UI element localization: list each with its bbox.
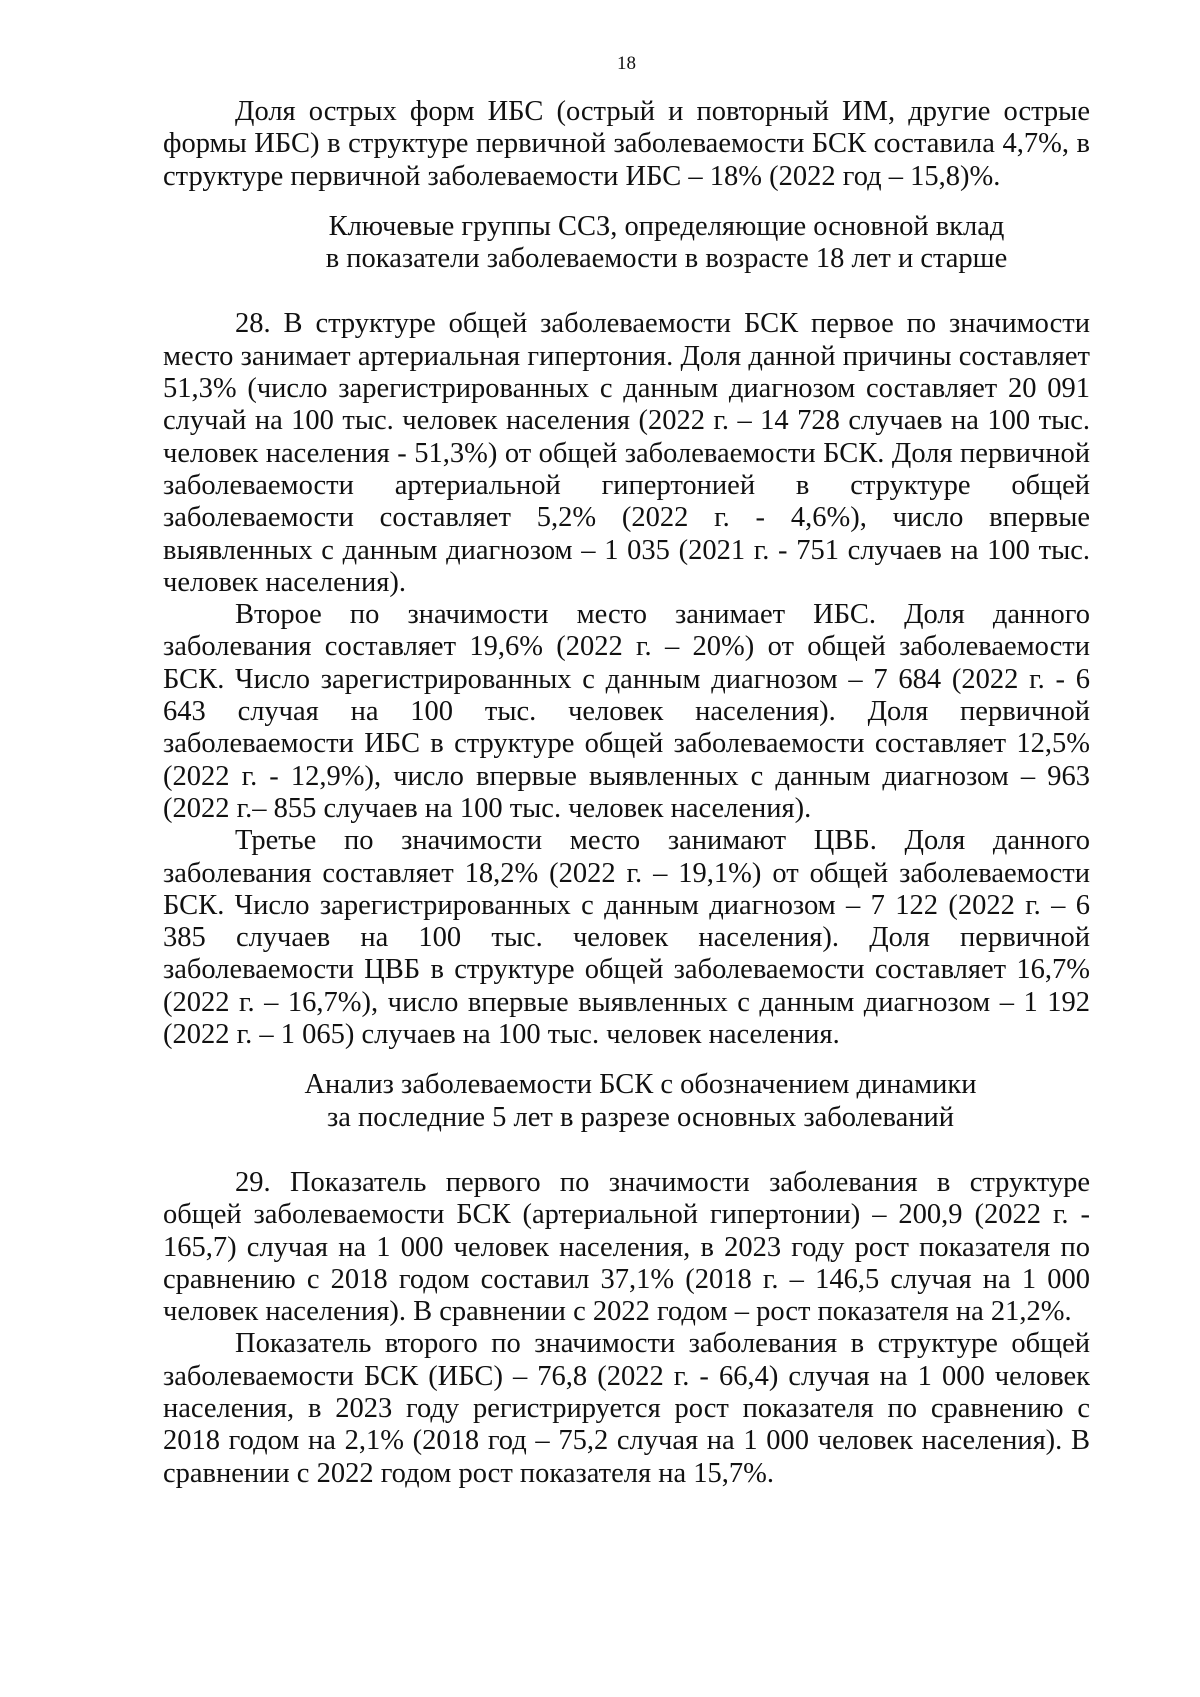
paragraph-intro: Доля острых форм ИБС (острый и повторный ИМ, другие острые формы ИБС) в структуре первичной заболеваемости БСК составила 4,7%, в структуре первичной заболеваемости ИБС – 18% (2022 год – 15,8)%. <box>163 96 1090 192</box>
paragraph-29-second: Показатель второго по значимости заболевания в структуре общей заболеваемости БСК (ИБС) – 76,8 (2022 г. - 66,4) случая на 1 000 человек населения, в 2023 году регистрируется рост показателя по сравнению с 2018 годом на 2,1% (2018 год – 75,2 случая на 1 000 человек населения). В сравнении с 2022 годом рост показателя на 15,7%. <box>163 1328 1090 1489</box>
document-page <box>163 52 1090 1490</box>
heading-line-2: за последние 5 лет в разрезе основных заболеваний <box>327 1101 954 1133</box>
section-heading-analysis <box>191 1069 1090 1134</box>
section-heading-key-groups <box>243 211 1090 276</box>
heading-line-2: в показатели заболеваемости в возрасте 18 лет и старше <box>325 243 1008 275</box>
heading-line-1: Анализ заболеваемости БСК с обозначением динамики <box>304 1069 977 1101</box>
paragraph-28-third: Третье по значимости место занимают ЦВБ. Доля данного заболевания составляет 18,2% (2022 г. – 19,1%) от общей заболеваемости БСК. Число зарегистрированных с данным диагнозом – 7 122 (2022 г. – 6 385 случаев на 100 тыс. человек населения). Доля первичной заболеваемости ЦВБ в структуре общей заболеваемости составляет 16,7% (2022 г. – 16,7%), число впервые выявленных с данным диагнозом – 1 192 (2022 г. – 1 065) случаев на 100 тыс. человек населения. <box>163 825 1090 1051</box>
heading-line-1: Ключевые группы ССЗ, определяющие основной вклад <box>328 210 1005 242</box>
paragraph-28-second: Второе по значимости место занимает ИБС. Доля данного заболевания составляет 19,6% (2022 г. – 20%) от общей заболеваемости БСК. Число зарегистрированных с данным диагнозом – 7 684 (2022 г. - 6 643 случая на 100 тыс. человек населения). Доля первичной заболеваемости ИБС в структуре общей заболеваемости составляет 12,5% (2022 г. - 12,9%), число впервые выявленных с данным диагнозом – 963 (2022 г.– 855 случаев на 100 тыс. человек населения). <box>163 599 1090 824</box>
page-number: 18 <box>617 53 636 74</box>
paragraph-28-first: 28. В структуре общей заболеваемости БСК первое по значимости место занимает артериальная гипертония. Доля данной причины составляет 51,3% (число зарегистрированных с данным диагнозом составляет 20 091 случай на 100 тыс. человек населения (2022 г. – 14 728 случаев на 100 тыс. человек населения - 51,3%) от общей заболеваемости БСК. Доля первичной заболеваемости артериальной гипертонией в структуре общей заболеваемости составляет 5,2% (2022 г. - 4,6%), число впервые выявленных с данным диагнозом – 1 035 (2021 г. - 751 случаев на 100 тыс. человек населения). <box>163 308 1090 598</box>
paragraph-29-first: 29. Показатель первого по значимости заболевания в структуре общей заболеваемости БСК (артериальной гипертонии) – 200,9 (2022 г. - 165,7) случая на 1 000 человек населения, в 2023 году рост показателя по сравнению с 2018 годом составил 37,1% (2018 г. – 146,5 случая на 1 000 человек населения). В сравнении с 2022 годом – рост показателя на 21,2%. <box>163 1166 1090 1328</box>
